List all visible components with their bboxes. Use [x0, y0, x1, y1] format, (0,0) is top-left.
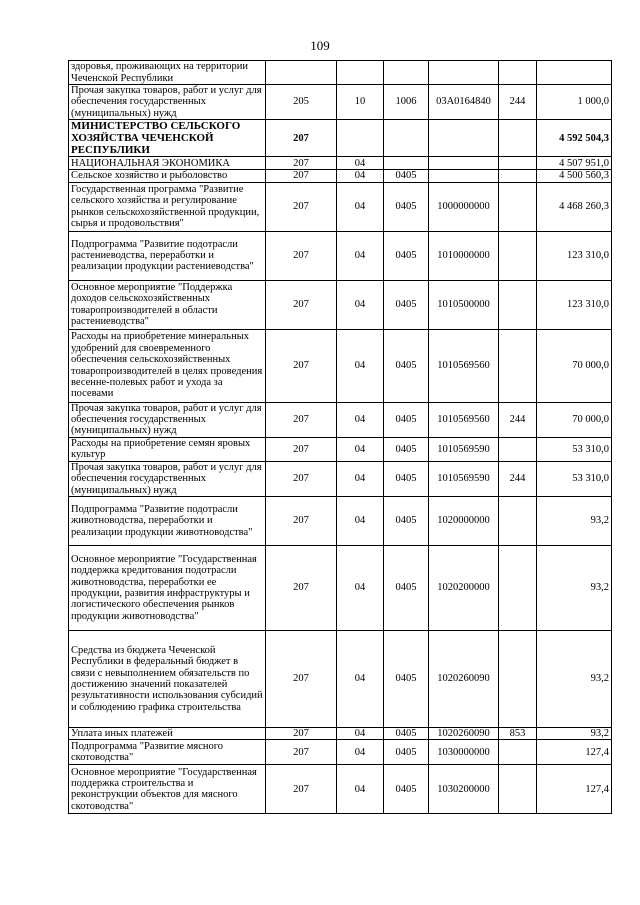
- cell-target-code: 1010569560: [429, 402, 499, 437]
- cell-expense-code: [499, 61, 537, 85]
- cell-subsection-code: [384, 157, 429, 170]
- cell-section-code: 04: [337, 631, 384, 728]
- table-row: [69, 728, 612, 740]
- cell-subsection-code: 0405: [384, 231, 429, 280]
- cell-subsection-code: 0405: [384, 170, 429, 182]
- table-row: [69, 120, 612, 157]
- cell-expense-code: [499, 437, 537, 461]
- cell-amount: 53 310,0: [537, 437, 612, 461]
- cell-section-code: 04: [337, 765, 384, 814]
- cell-name: Прочая закупка товаров, работ и услуг для обеспечения государственных (муниципальных) нужд: [69, 461, 266, 496]
- cell-section-code: 04: [337, 740, 384, 765]
- cell-ministry-code: 207: [266, 546, 337, 631]
- cell-subsection-code: 0405: [384, 280, 429, 329]
- table-row: [69, 765, 612, 814]
- cell-subsection-code: 0405: [384, 631, 429, 728]
- cell-target-code: 1010569590: [429, 437, 499, 461]
- cell-expense-code: [499, 497, 537, 546]
- cell-section-code: 04: [337, 280, 384, 329]
- cell-section-code: 04: [337, 170, 384, 182]
- cell-ministry-code: 207: [266, 231, 337, 280]
- table-body: [69, 61, 612, 814]
- cell-name: Прочая закупка товаров, работ и услуг для обеспечения государственных (муниципальных) нужд: [69, 85, 266, 120]
- cell-target-code: 1010569560: [429, 329, 499, 402]
- cell-amount: 70 000,0: [537, 402, 612, 437]
- cell-name: Основное мероприятие "Государственная поддержка строительства и реконструкции объектов для мясного скотоводства": [69, 765, 266, 814]
- cell-name: Уплата иных платежей: [69, 728, 266, 740]
- cell-ministry-code: 207: [266, 461, 337, 496]
- cell-expense-code: [499, 631, 537, 728]
- cell-name: Расходы на приобретение семян яровых культур: [69, 437, 266, 461]
- table-row: [69, 437, 612, 461]
- cell-subsection-code: 0405: [384, 437, 429, 461]
- cell-section-code: 04: [337, 329, 384, 402]
- cell-expense-code: 853: [499, 728, 537, 740]
- cell-name: Прочая закупка товаров, работ и услуг для обеспечения государственных (муниципальных) нужд: [69, 402, 266, 437]
- cell-section-code: 04: [337, 546, 384, 631]
- cell-subsection-code: 0405: [384, 402, 429, 437]
- cell-expense-code: [499, 765, 537, 814]
- cell-section-code: 04: [337, 157, 384, 170]
- cell-target-code: 1010569590: [429, 461, 499, 496]
- cell-name: Основное мероприятие "Поддержка доходов сельскохозяйственных товаропроизводителей в области растениеводства": [69, 280, 266, 329]
- table-row: [69, 497, 612, 546]
- cell-target-code: [429, 157, 499, 170]
- table-row: [69, 61, 612, 85]
- cell-section-code: [337, 61, 384, 85]
- cell-expense-code: [499, 157, 537, 170]
- cell-name: Подпрограмма "Развитие подотрасли растениеводства, переработки и реализации продукции растениеводства": [69, 231, 266, 280]
- cell-subsection-code: [384, 61, 429, 85]
- cell-section-code: 04: [337, 231, 384, 280]
- cell-amount: 123 310,0: [537, 231, 612, 280]
- cell-expense-code: [499, 280, 537, 329]
- cell-target-code: 1000000000: [429, 182, 499, 231]
- cell-ministry-code: 207: [266, 157, 337, 170]
- cell-amount: 4 507 951,0: [537, 157, 612, 170]
- cell-expense-code: 244: [499, 402, 537, 437]
- cell-amount: 70 000,0: [537, 329, 612, 402]
- cell-ministry-code: 207: [266, 170, 337, 182]
- cell-subsection-code: 0405: [384, 765, 429, 814]
- cell-target-code: 1020260090: [429, 728, 499, 740]
- table-row: [69, 85, 612, 120]
- cell-amount: 93,2: [537, 497, 612, 546]
- table-row: [69, 546, 612, 631]
- cell-expense-code: [499, 329, 537, 402]
- cell-subsection-code: 0405: [384, 497, 429, 546]
- table-row: [69, 170, 612, 182]
- cell-ministry-code: 207: [266, 402, 337, 437]
- cell-target-code: [429, 61, 499, 85]
- cell-name: МИНИСТЕРСТВО СЕЛЬСКОГО ХОЗЯЙСТВА ЧЕЧЕНСКОЙ РЕСПУБЛИКИ: [69, 120, 266, 157]
- cell-name: Подпрограмма "Развитие мясного скотоводства": [69, 740, 266, 765]
- cell-expense-code: [499, 231, 537, 280]
- cell-ministry-code: 207: [266, 280, 337, 329]
- cell-expense-code: 244: [499, 85, 537, 120]
- cell-amount: 1 000,0: [537, 85, 612, 120]
- cell-amount: 93,2: [537, 728, 612, 740]
- budget-table: [68, 60, 612, 814]
- cell-target-code: [429, 170, 499, 182]
- cell-ministry-code: 207: [266, 631, 337, 728]
- cell-subsection-code: [384, 120, 429, 157]
- cell-section-code: 04: [337, 461, 384, 496]
- table-row: [69, 231, 612, 280]
- cell-ministry-code: 207: [266, 740, 337, 765]
- cell-name: Средства из бюджета Чеченской Республики в федеральный бюджет в связи с невыполнением обязательств по достижению значений показателей результативности использования субсидий и соблюдению графика строительства: [69, 631, 266, 728]
- cell-ministry-code: 205: [266, 85, 337, 120]
- cell-target-code: 1030200000: [429, 765, 499, 814]
- cell-expense-code: 244: [499, 461, 537, 496]
- cell-subsection-code: 0405: [384, 546, 429, 631]
- cell-target-code: 1020200000: [429, 546, 499, 631]
- cell-section-code: 10: [337, 85, 384, 120]
- cell-amount: 127,4: [537, 765, 612, 814]
- cell-target-code: 1010000000: [429, 231, 499, 280]
- cell-amount: 93,2: [537, 631, 612, 728]
- cell-amount: 93,2: [537, 546, 612, 631]
- cell-amount: 53 310,0: [537, 461, 612, 496]
- cell-name: Подпрограмма "Развитие подотрасли животноводства, переработки и реализации продукции животноводства": [69, 497, 266, 546]
- cell-expense-code: [499, 170, 537, 182]
- table-row: [69, 157, 612, 170]
- table-row: [69, 461, 612, 496]
- cell-name: Государственная программа "Развитие сельского хозяйства и регулирование рынков сельскохозяйственной продукции, сырья и продовольствия": [69, 182, 266, 231]
- cell-subsection-code: 0405: [384, 461, 429, 496]
- cell-amount: 4 500 560,3: [537, 170, 612, 182]
- cell-section-code: 04: [337, 728, 384, 740]
- cell-section-code: 04: [337, 182, 384, 231]
- cell-amount: 123 310,0: [537, 280, 612, 329]
- table-row: [69, 402, 612, 437]
- cell-amount: 127,4: [537, 740, 612, 765]
- cell-name: Сельское хозяйство и рыболовство: [69, 170, 266, 182]
- cell-target-code: 1020000000: [429, 497, 499, 546]
- cell-ministry-code: 207: [266, 765, 337, 814]
- page-number: 109: [310, 38, 330, 53]
- cell-section-code: 04: [337, 402, 384, 437]
- cell-target-code: 1020260090: [429, 631, 499, 728]
- table-row: [69, 280, 612, 329]
- cell-subsection-code: 0405: [384, 728, 429, 740]
- cell-section-code: [337, 120, 384, 157]
- cell-ministry-code: 207: [266, 437, 337, 461]
- cell-subsection-code: 1006: [384, 85, 429, 120]
- table-row: [69, 631, 612, 728]
- cell-expense-code: [499, 740, 537, 765]
- cell-amount: [537, 61, 612, 85]
- cell-ministry-code: 207: [266, 120, 337, 157]
- cell-subsection-code: 0405: [384, 740, 429, 765]
- cell-ministry-code: 207: [266, 728, 337, 740]
- cell-target-code: [429, 120, 499, 157]
- table-row: [69, 740, 612, 765]
- cell-expense-code: [499, 120, 537, 157]
- cell-name: Расходы на приобретение минеральных удобрений для своевременного обеспечения сельскохозяйственных товаропроизводителей в целях проведения весенне-полевых работ и ухода за посевами: [69, 329, 266, 402]
- cell-ministry-code: 207: [266, 182, 337, 231]
- cell-section-code: 04: [337, 497, 384, 546]
- cell-name: здоровья, проживающих на территории Чеченской Республики: [69, 61, 266, 85]
- cell-amount: 4 592 504,3: [537, 120, 612, 157]
- cell-ministry-code: 207: [266, 497, 337, 546]
- cell-expense-code: [499, 182, 537, 231]
- cell-name: НАЦИОНАЛЬНАЯ ЭКОНОМИКА: [69, 157, 266, 170]
- table-row: [69, 182, 612, 231]
- cell-ministry-code: [266, 61, 337, 85]
- cell-target-code: 03А0164840: [429, 85, 499, 120]
- cell-target-code: 1030000000: [429, 740, 499, 765]
- cell-subsection-code: 0405: [384, 329, 429, 402]
- cell-name: Основное мероприятие "Государственная поддержка кредитования подотрасли животноводства, переработки ее продукции, развития инфраструктуры и логистического обеспечения рынков продукции животноводства": [69, 546, 266, 631]
- cell-subsection-code: 0405: [384, 182, 429, 231]
- cell-expense-code: [499, 546, 537, 631]
- cell-section-code: 04: [337, 437, 384, 461]
- table-row: [69, 329, 612, 402]
- cell-ministry-code: 207: [266, 329, 337, 402]
- cell-amount: 4 468 260,3: [537, 182, 612, 231]
- cell-target-code: 1010500000: [429, 280, 499, 329]
